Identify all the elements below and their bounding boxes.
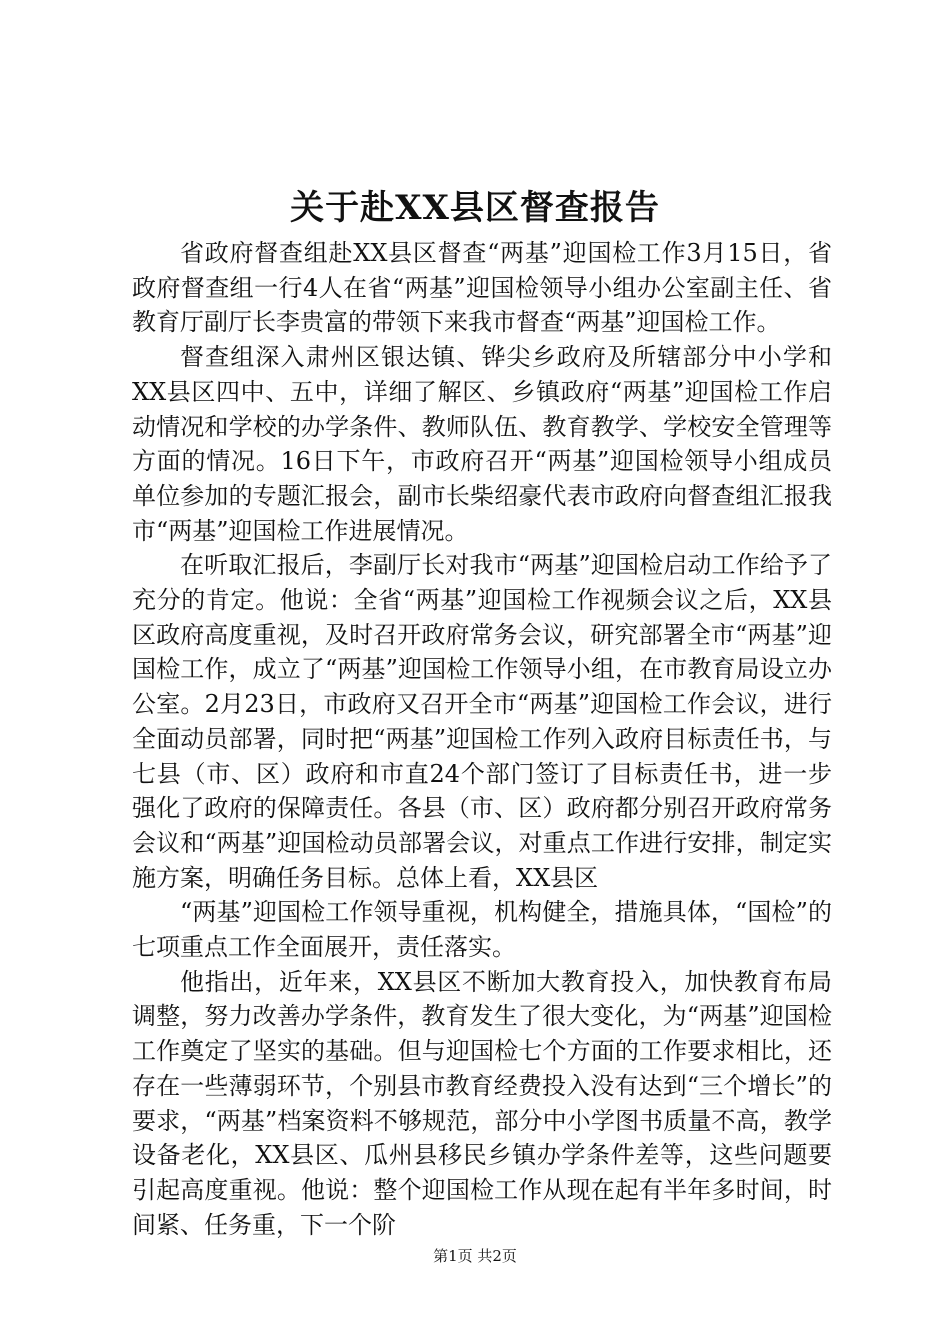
document-body: [132, 236, 832, 1242]
paragraph-5: 他指出，近年来，XX县区不断加大教育投入，加快教育布局调整，努力改善办学条件，教育发生了很大变化，为“两基”迎国检工作奠定了坚实的基础。但与迎国检七个方面的工作要求相比，还存在一些薄弱环节，个别县市教育经费投入没有达到“三个增长”的要求，“两基”档案资料不够规范，部分中小学图书质量不高，教学设备老化，XX县区、瓜州县移民乡镇办学条件差等，这些问题要引起高度重视。他说：整个迎国检工作从现在起有半年多时间，时间紧、任务重，下一个阶: [132, 967, 832, 1239]
paragraph-2: 督查组深入肃州区银达镇、铧尖乡政府及所辖部分中小学和XX县区四中、五中，详细了解区、乡镇政府“两基”迎国检工作启动情况和学校的办学条件、教师队伍、教育教学、学校安全管理等方面的情况。16日下午，市政府召开“两基”迎国检领导小组成员单位参加的专题汇报会，副市长柴绍豪代表市政府向督查组汇报我市“两基”迎国检工作进展情况。: [132, 343, 832, 545]
paragraph-1: 省政府督查组赴XX县区督查“两基”迎国检工作3月15日，省政府督查组一行4人在省“两基”迎国检领导小组办公室副主任、省教育厅副厅长李贵富的带领下来我市督查“两基”迎国检工作。: [132, 239, 832, 337]
page-number-footer: 第1页 共2页: [433, 1247, 517, 1265]
document-title: 关于赴XX县区督查报告: [290, 188, 660, 228]
paragraph-4: “两基”迎国检工作领导重视，机构健全，措施具体，“国检”的七项重点工作全面展开，责任落实。: [132, 898, 832, 962]
paragraph-3: 在听取汇报后，李副厅长对我市“两基”迎国检启动工作给予了充分的肯定。他说：全省“两基”迎国检工作视频会议之后，XX县区政府高度重视，及时召开政府常务会议，研究部署全市“两基”迎国检工作，成立了“两基”迎国检工作领导小组，在市教育局设立办公室。2月23日，市政府又召开全市“两基”迎国检工作会议，进行全面动员部署，同时把“两基”迎国检工作列入政府目标责任书，与七县（市、区）政府和市直24个部门签订了目标责任书，进一步强化了政府的保障责任。各县（市、区）政府都分别召开政府常务会议和“两基”迎国检动员部署会议，对重点工作进行安排，制定实施方案，明确任务目标。总体上看，XX县区: [132, 551, 832, 892]
